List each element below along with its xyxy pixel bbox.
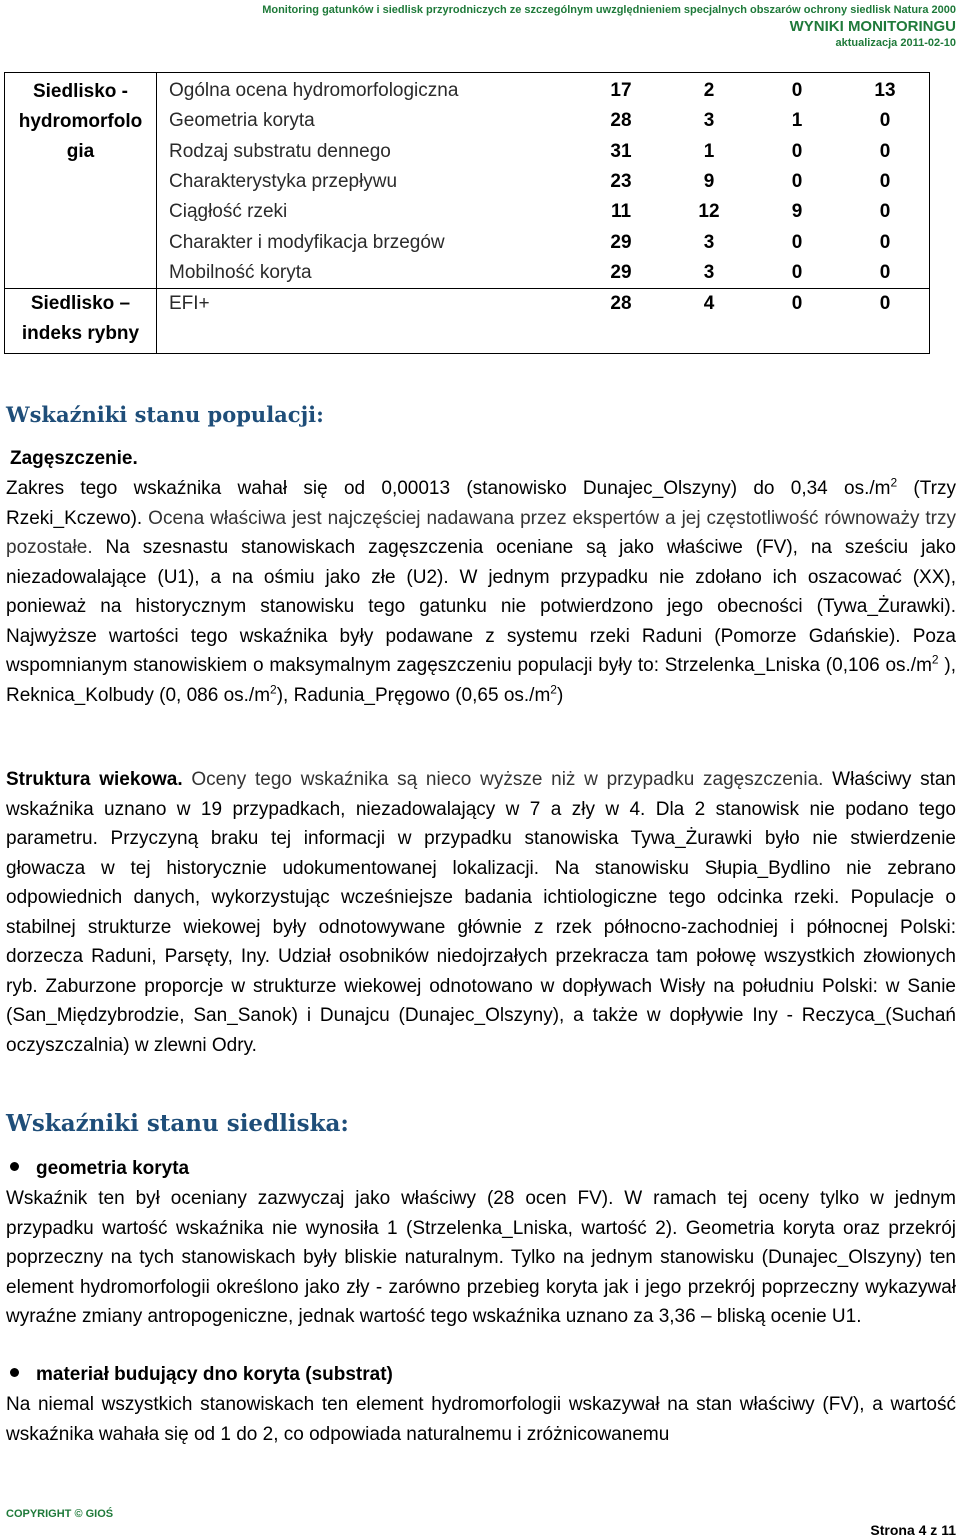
substrate-paragraph: Na niemal wszystkich stanowiskach ten element hydromorfologii wskazywał na stan właściwy (FV), a wartość wskaźnika wahała się od 1 do 2, co odpowiada naturalnemu i zróżnicowanemu	[6, 1394, 956, 1445]
section-title-population: Wskaźniki stanu populacji:	[6, 402, 324, 427]
density-heading: Zagęszczenie.	[10, 448, 138, 469]
header-update-date: aktualizacja 2011-02-10	[835, 37, 956, 49]
age-structure-paragraph: Struktura wiekowa. Oceny tego wskaźnika są nieco wyższe niż w przypadku zagęszczenia. Właściwy stan wskaźnika uznano w 19 przypadkach, niezadowalający w 7 a zły w 4. Dla 2 stanowisk nie podano tego parametru. Przyczyną braku tej informacji w przypadku stanowiska Tywa_Żurawki było nie stwierdzenie głowacza w tej historycznie udokumentowanej lokalizacji. Na stanowisku Słupia_Bydlino nie zebrano odpowiednich danych, wykorzystując wcześniejsze badania ichtiologiczne tego odcinka rzeki. Populacje o stabilnej strukturze wiekowej były odnotowywane głównie z rzek północno-zachodniej i północnej Polski: dorzecza Raduni, Parsęty, Iny. Udział osobników niedojrzałych przekracza tam połowę wszystkich złowionych ryb. Zaburzone proporcje w strukturze wiekowej odnotowano w dopływach Wisły na południu Polski: w Sanie (San_Międzybrodzie, San_Sanok) i Dunajcu (Dunajec_Olszyny), a także w dopływie Iny - Reczyca_(Suchań oczyszczalnia) w zlewni Odry.	[6, 769, 957, 1056]
hydromorphology-rows	[157, 73, 930, 289]
hydromorphology-table	[4, 72, 930, 354]
category-hydromorphology: Siedlisko - hydromorfolo gia	[5, 73, 157, 289]
footer-page-number: Strona 4 z 11	[870, 1522, 956, 1538]
table-row: Ciągłość rzeki 11 12 9 0	[169, 201, 891, 223]
table-row: EFI+ 28 4 0 0	[169, 293, 891, 315]
bullet-icon	[10, 1162, 19, 1171]
table-row: Charakter i modyfikacja brzegów 29 3 0 0	[169, 231, 891, 253]
table-row: Charakterystyka przepływu 23 9 0 0	[169, 171, 891, 193]
category-fish-index: Siedlisko – indeks rybny	[5, 289, 157, 354]
table-row: Rodzaj substratu dennego 31 1 0 0	[169, 140, 891, 162]
table-row: Ogólna ocena hydromorfologiczna 17 2 0 13	[169, 80, 896, 102]
footer-copyright: COPYRIGHT © GIOŚ	[6, 1508, 114, 1520]
table-row: Mobilność koryta 29 3 0 0	[169, 261, 891, 283]
fish-index-rows	[157, 289, 930, 354]
header-project-title: Monitoring gatunków i siedlisk przyrodniczych ze szczególnym uwzględnieniem specjalnych obszarów ochrony siedlisk Natura 2000	[262, 4, 956, 16]
density-paragraph: Zakres tego wskaźnika wahał się od 0,00013 (stanowisko Dunajec_Olszyny) do 0,34 $os./m^2$ (Trzy Rzeki_Kczewo). Ocena właściwa jest najczęściej nadawana przez ekspertów a jej częstotliwość równoważy trzy pozostałe. Na szesnastu stanowiskach zagęszczenia oceniane są jako właściwe (FV), na sześciu jako niezadowalające (U1), a na ośmiu jako złe (U2). W jednym przypadku nie zdołano ich oszacować (XX), ponieważ na historycznym stanowisku tego gatunku nie potwierdzono jego obecności (Tywa_Żurawki). Najwyższe wartości tego wskaźnika były podawane z systemu rzeki Raduni (Pomorze Gdańskie). Poza wspomnianym stanowiskiem o maksymalnym zagęszczeniu populacji były to: Strzelenka_Lniska (0,106 $os./m^2$ ), Reknica_Kolbudy (0, 086 $os./m^2$), Radunia_Pręgowo (0,65 $os./m^2$)	[6, 475, 957, 706]
header-results-title: WYNIKI MONITORINGU	[789, 18, 956, 35]
bullet-icon	[10, 1368, 19, 1377]
channel-geometry-paragraph: Wskaźnik ten był oceniany zazwyczaj jako właściwy (28 ocen FV). W ramach tej oceny tylko w jednym przypadku wartość wskaźnika nie wynosiła 1 (Strzelenka_Lniska, wartość 2). Geometria koryta oraz przekrój poprzeczny na tych stanowiskach były bliskie naturalnym. Tylko na jednym stanowisku (Dunajec_Olszyny) ten element hydromorfologii określono jako zły - zarówno przebieg koryta jak i jego przekrój poprzeczny wykazywał wyraźne zmiany antropogeniczne, jednak wartość tego wskaźnika uznano za 3,36 – bliską ocenie U1.	[6, 1188, 956, 1327]
section-title-habitat: Wskaźniki stanu siedliska:	[6, 1110, 349, 1137]
bullet-substrate: materiał budujący dno koryta (substrat)	[10, 1361, 393, 1389]
page-header	[262, 2, 956, 50]
table-row: Geometria koryta 28 3 1 0	[169, 110, 891, 132]
bullet-channel-geometry: geometria koryta	[10, 1155, 189, 1183]
